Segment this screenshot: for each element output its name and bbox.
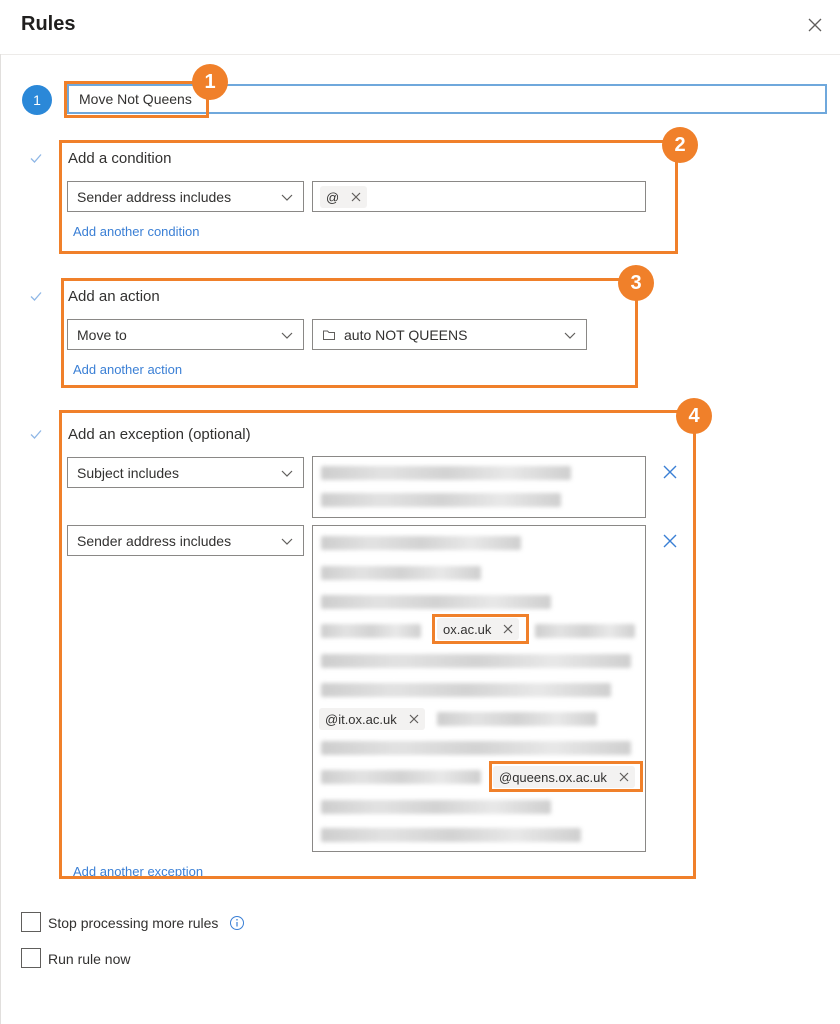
chip-label: @queens.ox.ac.uk <box>499 769 607 785</box>
add-another-action-link[interactable]: Add another action <box>73 362 183 377</box>
panel-left-border <box>0 54 1 1024</box>
step-number-badge: 1 <box>22 85 52 115</box>
add-another-condition-link[interactable]: Add another condition <box>73 224 200 239</box>
exception-field-label-1: Subject includes <box>77 464 179 481</box>
chip-label: @ <box>326 189 340 205</box>
exception-heading: Add an exception (optional) <box>68 426 251 443</box>
panel-title: Rules <box>21 13 76 35</box>
condition-heading: Add a condition <box>68 150 172 167</box>
stop-processing-label: Stop processing more rules <box>48 915 219 931</box>
add-another-exception-link[interactable]: Add another exception <box>73 864 204 879</box>
stop-processing-checkbox[interactable] <box>21 912 41 932</box>
chip-label: @it.ox.ac.uk <box>325 711 397 727</box>
check-icon <box>23 145 49 171</box>
annotation-box-1 <box>64 81 209 118</box>
annotation-box-queens-chip <box>489 761 643 792</box>
close-icon[interactable] <box>800 10 830 40</box>
annotation-badge-2: 2 <box>662 127 698 163</box>
condition-field-label: Sender address includes <box>77 188 232 205</box>
annotation-badge-3: 3 <box>618 265 654 301</box>
annotation-box-2 <box>59 140 678 254</box>
run-rule-now-label: Run rule now <box>48 951 131 967</box>
action-field-label: Move to <box>77 326 127 343</box>
annotation-box-3 <box>61 278 638 388</box>
action-heading: Add an action <box>68 288 160 305</box>
annotation-box-ox-chip <box>432 614 529 644</box>
check-icon <box>23 283 49 309</box>
annotation-badge-4: 4 <box>676 398 712 434</box>
exception-field-label-2: Sender address includes <box>77 532 232 549</box>
annotation-badge-1: 1 <box>192 64 228 100</box>
chip-label: ox.ac.uk <box>443 621 492 637</box>
annotation-box-4 <box>59 410 696 879</box>
run-rule-now-checkbox[interactable] <box>21 948 41 968</box>
folder-label: auto NOT QUEENS <box>344 326 468 343</box>
header-divider <box>0 54 840 55</box>
check-icon <box>23 421 49 447</box>
info-icon[interactable] <box>229 915 245 931</box>
